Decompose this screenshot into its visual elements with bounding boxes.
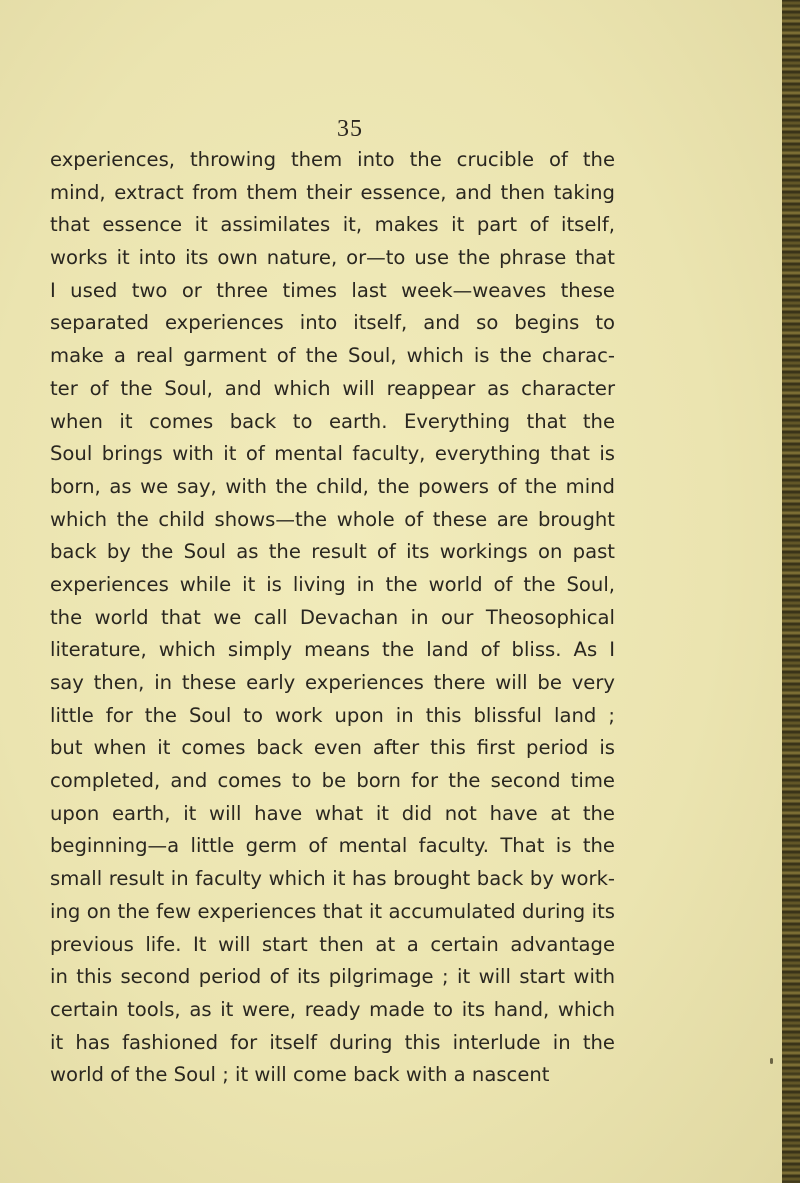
text-line: literature, which simply means the land of bliss. As I — [50, 638, 615, 662]
text-line: small result in faculty which it has brought back by work- — [50, 867, 615, 891]
text-line: little for the Soul to work upon in this blissful land ; — [50, 703, 615, 727]
text-line: in this second period of its pilgrimage ; it will start with — [50, 965, 615, 989]
text-line: mind, extract from them their essence, and then taking — [50, 180, 615, 204]
text-line: make a real garment of the Soul, which is the charac- — [50, 344, 615, 368]
text-line: back by the Soul as the result of its workings on past — [50, 540, 615, 564]
text-line: born, as we say, with the child, the powers of the mind — [50, 474, 615, 498]
text-line: Soul brings with it of mental faculty, everything that is — [50, 442, 615, 466]
text-line: previous life. It will start then at a certain advantage — [50, 932, 615, 956]
text-line: experiences, throwing them into the crucible of the — [50, 148, 615, 171]
text-line: separated experiences into itself, and so begins to — [50, 311, 615, 335]
text-line: which the child shows—the whole of these are brought — [50, 507, 615, 531]
page-number: 35 — [337, 116, 363, 142]
text-line: I used two or three times last week—weaves these — [50, 278, 615, 302]
text-line: completed, and comes to be born for the second time — [50, 769, 615, 793]
text-line: it has fashioned for itself during this interlude in the — [50, 1030, 615, 1054]
text-line: when it comes back to earth. Everything that the — [50, 409, 615, 433]
paper-speck — [770, 1058, 773, 1064]
text-line: upon earth, it will have what it did not have at the — [50, 801, 615, 825]
text-line: works it into its own nature, or—to use the phrase that — [50, 246, 615, 270]
text-line: ter of the Soul, and which will reappear as character — [50, 376, 615, 400]
text-line: experiences while it is living in the world of the Soul, — [50, 572, 615, 596]
body-text — [50, 144, 615, 1092]
text-line: the world that we call Devachan in our Theosophical — [50, 605, 615, 629]
text-line: that essence it assimilates it, makes it part of itself, — [50, 213, 615, 237]
text-line: ing on the few experiences that it accumulated during its — [50, 899, 615, 923]
book-spine-edge — [782, 0, 800, 1183]
text-line: say then, in these early experiences there will be very — [50, 671, 615, 694]
text-line: certain tools, as it were, ready made to its hand, which — [50, 997, 615, 1021]
text-line: but when it comes back even after this first period is — [50, 736, 615, 760]
text-line: world of the Soul ; it will come back with a nascent — [50, 1063, 550, 1087]
text-line: beginning—a little germ of mental faculty. That is the — [50, 834, 615, 858]
